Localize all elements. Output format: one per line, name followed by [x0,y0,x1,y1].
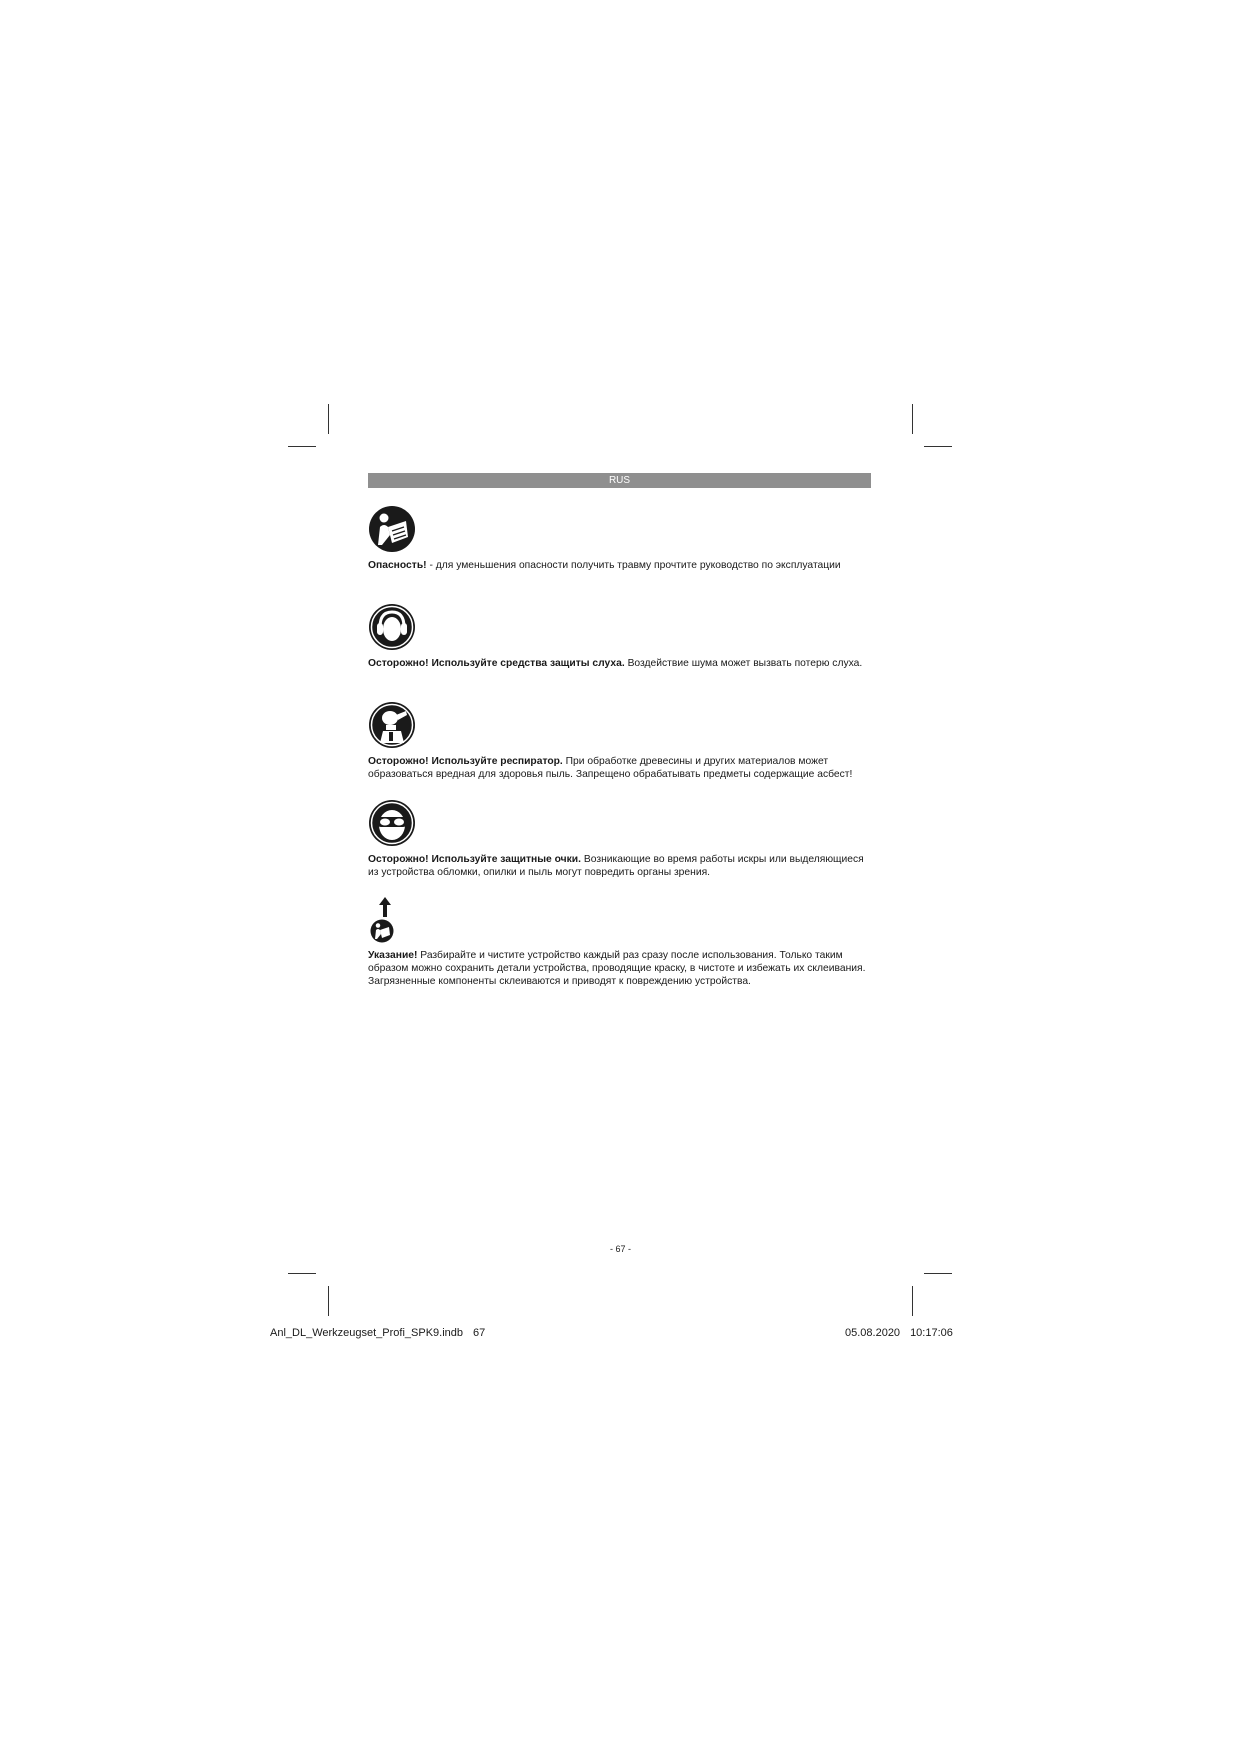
notice-text [368,755,873,781]
notice-text [368,949,873,988]
crop-mark-bottom-right-horizontal [924,1273,952,1274]
language-header: RUS [368,473,871,488]
read-manual-icon [370,919,394,943]
notice-body: Воздействие шума может вызвать потерю слуха. [624,658,863,669]
respirator-icon [368,701,416,749]
ear-protection-icon [368,603,416,651]
crop-mark-top-left-vertical [328,404,329,434]
notice-body: Разбирайте и чистите устройство каждый раз сразу после использования. Только таким образом можно сохранить детали устройства, проводящие краску, в чистоте и избежать их склеивания. Загрязненные компоненты склеиваются и приводят к повреждению устройства. [368,950,866,987]
slug-timestamp [845,1327,953,1339]
notice-cleaning [368,897,873,988]
notice-title: Осторожно! Используйте средства защиты слуха. [368,658,625,669]
sheet-number: 67 [473,1327,486,1339]
print-date: 05.08.2020 [845,1327,901,1339]
slug-file-info [270,1327,485,1339]
crop-mark-bottom-right-vertical [912,1286,913,1316]
notice-body: При обработке древесины и других материалов может образоваться вредная для здоровья пыль. Запрещено обрабатывать предметы содержащие асбест! [368,756,853,780]
crop-mark-top-right-vertical [912,404,913,434]
crop-mark-bottom-left-vertical [328,1286,329,1316]
read-manual-icon [368,505,416,553]
notice-text [368,559,873,572]
crop-mark-bottom-left-horizontal [288,1273,316,1274]
crop-mark-top-left-horizontal [288,446,316,447]
notice-title: Осторожно! Используйте респиратор. [368,756,563,767]
notice-ear-protection [368,603,873,670]
notice-title: Опасность! [368,560,427,571]
notice-respirator [368,701,873,781]
print-time: 10:17:06 [910,1327,953,1339]
page-number: - 67 - [609,1244,631,1254]
notice-body: - для уменьшения опасности получить травму прочтите руководство по эксплуатации [426,560,841,571]
file-name: Anl_DL_Werkzeugset_Profi_SPK9.indb [270,1327,464,1339]
safety-goggles-icon [368,799,416,847]
notice-safety-goggles [368,799,873,879]
notice-title: Указание! [368,950,418,961]
notice-title: Осторожно! Используйте защитные очки. [368,854,582,865]
notice-text [368,853,873,879]
crop-mark-top-right-horizontal [924,446,952,447]
notice-read-manual [368,505,873,572]
arrow-up-icon [378,897,392,917]
notice-text [368,657,873,670]
notice-body: Возникающие во время работы искры или выделяющиеся из устройства обломки, опилки и пыль могут повредить органы зрения. [368,854,864,878]
